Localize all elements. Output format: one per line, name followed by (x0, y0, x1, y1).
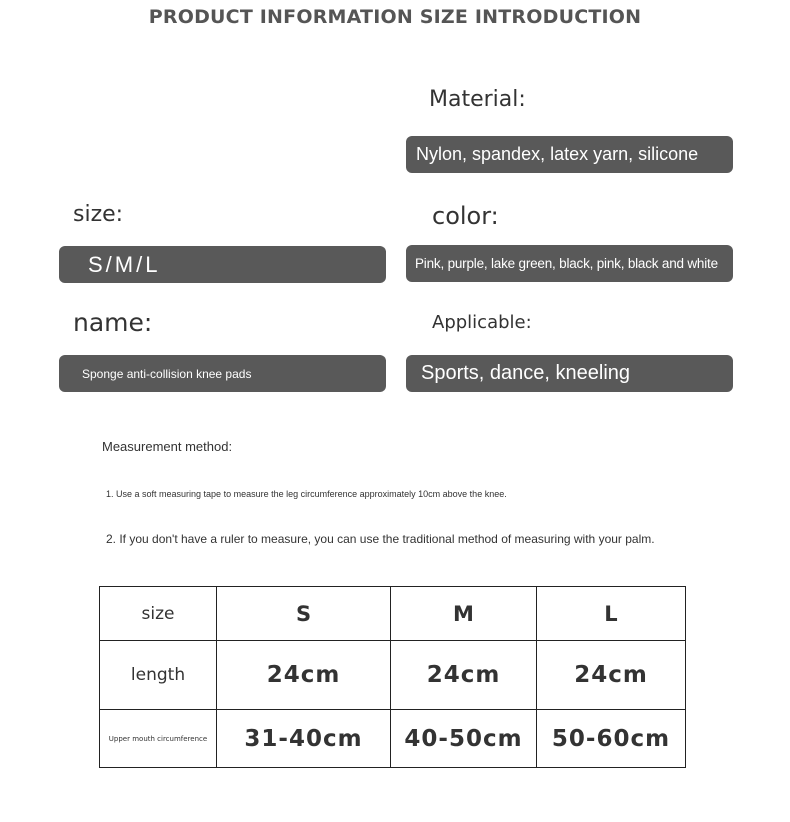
material-value-text: Nylon, spandex, latex yarn, silicone (416, 144, 699, 164)
page-title: PRODUCT INFORMATION SIZE INTRODUCTION (148, 6, 642, 28)
table-cell: 31-40cm (217, 710, 391, 768)
size-table (99, 586, 686, 768)
table-header-cell: M (391, 587, 537, 641)
measurement-heading: Measurement method: (102, 439, 233, 454)
table-row (100, 710, 686, 768)
color-label: color: (432, 202, 499, 230)
table-cell: 24cm (217, 641, 391, 710)
table-cell: 24cm (391, 641, 537, 710)
table-row (100, 641, 686, 710)
table-header-cell: S (217, 587, 391, 641)
applicable-value (406, 355, 733, 392)
name-label: name: (73, 308, 153, 337)
applicable-value-text: Sports, dance, kneeling (421, 362, 631, 384)
table-row-label: length (100, 641, 217, 710)
material-label: Material: (429, 87, 526, 112)
applicable-label: Applicable: (432, 312, 532, 333)
table-header-cell: L (537, 587, 686, 641)
measurement-step-2: 2. If you don't have a ruler to measure, you can use the traditional method of measuring with your palm. (106, 532, 655, 546)
measurement-step-1: 1. Use a soft measuring tape to measure the leg circumference approximately 10cm above the knee. (106, 489, 507, 499)
table-cell: 40-50cm (391, 710, 537, 768)
name-value (59, 355, 386, 392)
size-value-text: S/M/L (88, 251, 161, 277)
size-label: size: (73, 202, 124, 227)
color-value (406, 245, 733, 282)
table-row-label: Upper mouth circumference (100, 710, 217, 768)
table-cell: 50-60cm (537, 710, 686, 768)
table-row (100, 587, 686, 641)
size-value (59, 246, 386, 283)
table-header-cell: size (100, 587, 217, 641)
color-value-text: Pink, purple, lake green, black, pink, black and white (415, 256, 718, 271)
table-cell: 24cm (537, 641, 686, 710)
material-value (406, 136, 733, 173)
name-value-text: Sponge anti-collision knee pads (82, 366, 252, 381)
